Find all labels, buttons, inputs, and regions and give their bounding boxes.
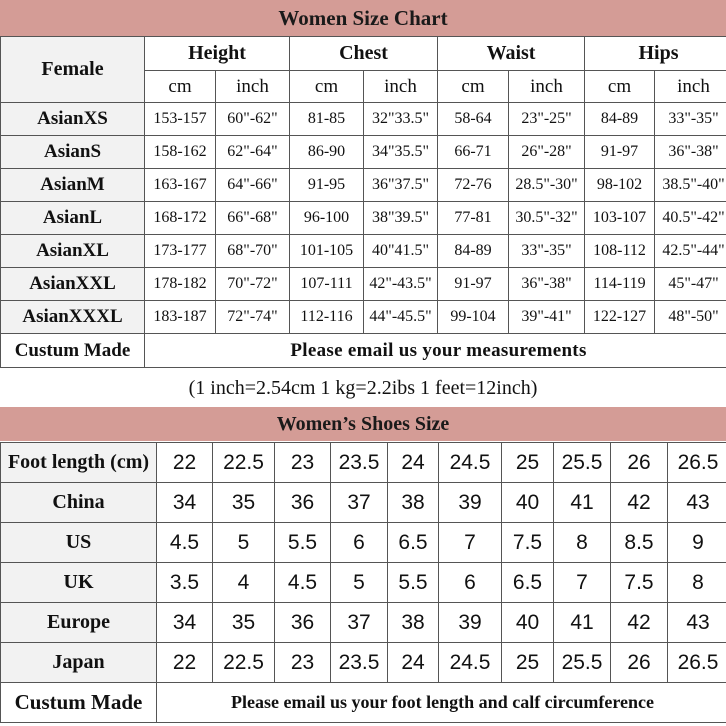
shoe-value-cell: 3.5 <box>157 563 213 603</box>
shoe-custom-made-label: Custum Made <box>1 683 157 723</box>
shoe-custom-made-message: Please email us your foot length and calf circumference <box>157 683 726 723</box>
shoe-value-cell: 42 <box>611 603 668 643</box>
size-row <box>1 103 726 136</box>
shoe-value-cell: 5.5 <box>388 563 439 603</box>
shoe-value-cell: 6 <box>331 523 388 563</box>
size-value-cell: 34"35.5" <box>364 136 438 169</box>
shoe-value-cell: 41 <box>554 483 611 523</box>
shoe-value-cell: 24.5 <box>439 443 502 483</box>
size-value-cell: 45"-47" <box>655 268 726 301</box>
unit-cell: cm <box>438 71 509 103</box>
shoe-value-cell: 37 <box>331 483 388 523</box>
size-label: AsianXXXL <box>1 301 145 334</box>
shoe-value-cell: 9 <box>668 523 726 563</box>
size-group-header-row <box>1 37 726 71</box>
shoe-row-label: Europe <box>1 603 157 643</box>
shoe-value-cell: 39 <box>439 603 502 643</box>
female-label: Female <box>1 37 145 103</box>
shoe-row-label: Foot length (cm) <box>1 443 157 483</box>
size-value-cell: 168-172 <box>145 202 216 235</box>
shoe-custom-row <box>1 683 726 723</box>
size-value-cell: 36"-38" <box>509 268 585 301</box>
size-value-cell: 72-76 <box>438 169 509 202</box>
size-value-cell: 66"-68" <box>216 202 290 235</box>
size-value-cell: 38"39.5" <box>364 202 438 235</box>
custom-made-label: Custum Made <box>1 334 145 368</box>
shoe-value-cell: 43 <box>668 603 726 643</box>
shoe-value-cell: 34 <box>157 603 213 643</box>
size-label: AsianXXL <box>1 268 145 301</box>
size-value-cell: 70"-72" <box>216 268 290 301</box>
shoe-row-label: US <box>1 523 157 563</box>
shoe-value-cell: 6 <box>439 563 502 603</box>
shoe-row <box>1 523 726 563</box>
size-label: AsianXL <box>1 235 145 268</box>
size-value-cell: 108-112 <box>585 235 655 268</box>
size-value-cell: 183-187 <box>145 301 216 334</box>
size-value-cell: 60"-62" <box>216 103 290 136</box>
shoe-row-label: China <box>1 483 157 523</box>
shoe-value-cell: 22.5 <box>213 443 275 483</box>
group-hips: Hips <box>585 37 726 71</box>
shoe-value-cell: 7.5 <box>502 523 554 563</box>
size-value-cell: 77-81 <box>438 202 509 235</box>
size-value-cell: 42.5"-44" <box>655 235 726 268</box>
size-chart-title: Women Size Chart <box>0 0 726 36</box>
shoe-value-cell: 35 <box>213 603 275 643</box>
shoe-value-cell: 39 <box>439 483 502 523</box>
size-value-cell: 68"-70" <box>216 235 290 268</box>
size-value-cell: 96-100 <box>290 202 364 235</box>
shoe-value-cell: 4 <box>213 563 275 603</box>
unit-cell: inch <box>655 71 726 103</box>
shoe-value-cell: 22.5 <box>213 643 275 683</box>
shoe-value-cell: 4.5 <box>275 563 331 603</box>
conversion-note: (1 inch=2.54cm 1 kg=2.2ibs 1 feet=12inch) <box>188 376 538 399</box>
size-value-cell: 86-90 <box>290 136 364 169</box>
size-row <box>1 202 726 235</box>
size-value-cell: 122-127 <box>585 301 655 334</box>
group-height: Height <box>145 37 290 71</box>
shoe-value-cell: 34 <box>157 483 213 523</box>
size-value-cell: 84-89 <box>585 103 655 136</box>
size-value-cell: 48"-50" <box>655 301 726 334</box>
size-value-cell: 153-157 <box>145 103 216 136</box>
size-value-cell: 64"-66" <box>216 169 290 202</box>
unit-cell: inch <box>364 71 438 103</box>
size-value-cell: 28.5"-30" <box>509 169 585 202</box>
shoe-value-cell: 26 <box>611 443 668 483</box>
size-row <box>1 235 726 268</box>
size-value-cell: 42"-43.5" <box>364 268 438 301</box>
shoe-row <box>1 643 726 683</box>
size-value-cell: 72"-74" <box>216 301 290 334</box>
shoe-value-cell: 8 <box>554 523 611 563</box>
size-value-cell: 30.5"-32" <box>509 202 585 235</box>
size-label: AsianL <box>1 202 145 235</box>
shoe-value-cell: 4.5 <box>157 523 213 563</box>
shoe-value-cell: 7.5 <box>611 563 668 603</box>
size-value-cell: 99-104 <box>438 301 509 334</box>
shoe-value-cell: 5.5 <box>275 523 331 563</box>
shoe-value-cell: 8 <box>668 563 726 603</box>
group-waist: Waist <box>438 37 585 71</box>
size-value-cell: 26"-28" <box>509 136 585 169</box>
size-value-cell: 66-71 <box>438 136 509 169</box>
group-chest: Chest <box>290 37 438 71</box>
shoe-value-cell: 42 <box>611 483 668 523</box>
size-value-cell: 32"33.5" <box>364 103 438 136</box>
size-value-cell: 44"-45.5" <box>364 301 438 334</box>
shoe-value-cell: 35 <box>213 483 275 523</box>
size-value-cell: 33"-35" <box>655 103 726 136</box>
unit-cell: inch <box>509 71 585 103</box>
size-value-cell: 62"-64" <box>216 136 290 169</box>
shoe-value-cell: 24 <box>388 443 439 483</box>
shoe-value-cell: 25.5 <box>554 443 611 483</box>
size-value-cell: 91-95 <box>290 169 364 202</box>
shoe-value-cell: 22 <box>157 443 213 483</box>
size-value-cell: 163-167 <box>145 169 216 202</box>
size-value-cell: 39"-41" <box>509 301 585 334</box>
shoe-row <box>1 603 726 643</box>
shoe-value-cell: 25 <box>502 643 554 683</box>
shoe-value-cell: 43 <box>668 483 726 523</box>
shoe-value-cell: 23 <box>275 643 331 683</box>
shoe-value-cell: 25 <box>502 443 554 483</box>
shoe-value-cell: 5 <box>213 523 275 563</box>
unit-cell: cm <box>290 71 364 103</box>
shoe-value-cell: 40 <box>502 483 554 523</box>
size-value-cell: 81-85 <box>290 103 364 136</box>
custom-made-message: Please email us your measurements <box>145 334 726 368</box>
size-custom-row <box>1 334 726 368</box>
shoe-chart-title: Women’s Shoes Size <box>0 407 726 441</box>
unit-cell: inch <box>216 71 290 103</box>
shoe-row <box>1 443 726 483</box>
shoe-row <box>1 483 726 523</box>
shoe-value-cell: 38 <box>388 603 439 643</box>
size-row <box>1 136 726 169</box>
shoe-value-cell: 36 <box>275 483 331 523</box>
size-value-cell: 38.5"-40" <box>655 169 726 202</box>
shoe-chart-table <box>0 442 726 723</box>
size-value-cell: 158-162 <box>145 136 216 169</box>
shoe-row-label: Japan <box>1 643 157 683</box>
size-row <box>1 301 726 334</box>
size-value-cell: 107-111 <box>290 268 364 301</box>
size-value-cell: 98-102 <box>585 169 655 202</box>
size-label: AsianS <box>1 136 145 169</box>
shoe-value-cell: 7 <box>439 523 502 563</box>
shoe-value-cell: 40 <box>502 603 554 643</box>
shoe-value-cell: 6.5 <box>388 523 439 563</box>
unit-cell: cm <box>145 71 216 103</box>
shoe-value-cell: 22 <box>157 643 213 683</box>
shoe-value-cell: 38 <box>388 483 439 523</box>
size-value-cell: 33"-35" <box>509 235 585 268</box>
size-value-cell: 91-97 <box>438 268 509 301</box>
size-chart-table <box>0 36 726 368</box>
shoe-value-cell: 6.5 <box>502 563 554 603</box>
size-label: AsianM <box>1 169 145 202</box>
size-row <box>1 169 726 202</box>
size-value-cell: 36"-38" <box>655 136 726 169</box>
shoe-value-cell: 23 <box>275 443 331 483</box>
shoe-value-cell: 41 <box>554 603 611 643</box>
shoe-row-label: UK <box>1 563 157 603</box>
shoe-value-cell: 24.5 <box>439 643 502 683</box>
size-value-cell: 173-177 <box>145 235 216 268</box>
shoe-value-cell: 24 <box>388 643 439 683</box>
shoe-value-cell: 26.5 <box>668 643 726 683</box>
size-value-cell: 101-105 <box>290 235 364 268</box>
shoe-value-cell: 5 <box>331 563 388 603</box>
shoe-value-cell: 8.5 <box>611 523 668 563</box>
shoe-value-cell: 7 <box>554 563 611 603</box>
size-value-cell: 40"41.5" <box>364 235 438 268</box>
shoe-value-cell: 26.5 <box>668 443 726 483</box>
shoe-value-cell: 25.5 <box>554 643 611 683</box>
shoe-row <box>1 563 726 603</box>
size-value-cell: 91-97 <box>585 136 655 169</box>
shoe-value-cell: 37 <box>331 603 388 643</box>
unit-cell: cm <box>585 71 655 103</box>
size-value-cell: 84-89 <box>438 235 509 268</box>
size-value-cell: 103-107 <box>585 202 655 235</box>
size-value-cell: 112-116 <box>290 301 364 334</box>
size-value-cell: 178-182 <box>145 268 216 301</box>
shoe-value-cell: 26 <box>611 643 668 683</box>
shoe-value-cell: 36 <box>275 603 331 643</box>
size-value-cell: 40.5"-42" <box>655 202 726 235</box>
size-value-cell: 114-119 <box>585 268 655 301</box>
size-value-cell: 36"37.5" <box>364 169 438 202</box>
shoe-value-cell: 23.5 <box>331 643 388 683</box>
size-value-cell: 23"-25" <box>509 103 585 136</box>
size-label: AsianXS <box>1 103 145 136</box>
size-row <box>1 268 726 301</box>
size-value-cell: 58-64 <box>438 103 509 136</box>
shoe-value-cell: 23.5 <box>331 443 388 483</box>
